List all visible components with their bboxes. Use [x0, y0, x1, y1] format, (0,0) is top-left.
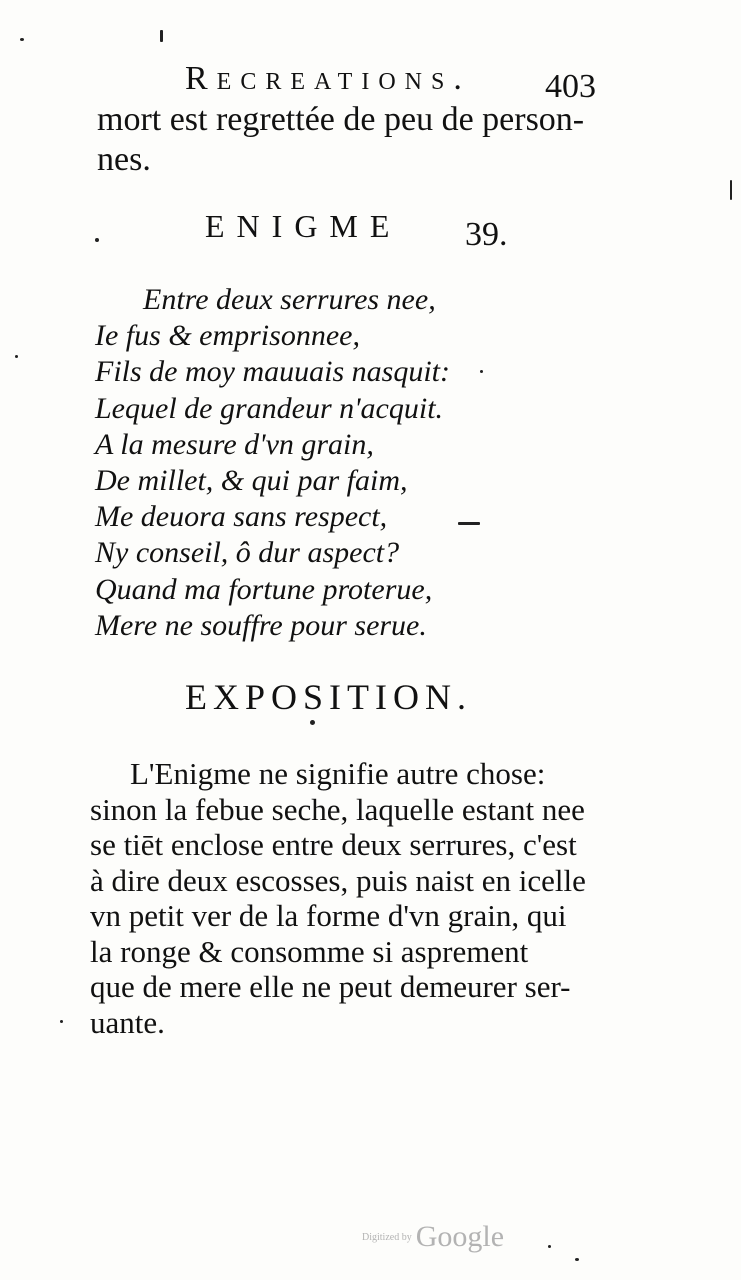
watermark-prefix: Digitized by: [362, 1231, 412, 1243]
poem-line: Lequel de grandeur n'acquit.: [95, 391, 444, 425]
poem-line: Me deuora sans respect,: [95, 500, 388, 534]
exposition-heading: EXPOSITION.: [185, 677, 472, 717]
poem-line: Ny conseil, ô dur aspect?: [95, 536, 400, 570]
poem-line: Fils de moy mauuais nasquit:: [95, 355, 450, 389]
scan-speck: [310, 720, 315, 725]
poem-verse: [95, 282, 450, 644]
prose-line: la ronge & consomme si asprement: [90, 933, 529, 969]
exposition-paragraph: [90, 756, 612, 1040]
poem-line: Ie fus & emprisonnee,: [95, 319, 360, 353]
carryover-paragraph: [97, 100, 584, 180]
scan-speck: [20, 38, 24, 41]
enigme-heading: ENIGME: [205, 208, 402, 244]
poem-line: De millet, & qui par faim,: [95, 464, 408, 498]
prose-line: à dire deux escosses, puis naist en icelle: [90, 862, 586, 898]
prose-line: sinon la febue seche, laquelle estant nee: [90, 791, 585, 827]
poem-line: Quand ma fortune proterue,: [95, 572, 433, 606]
enigme-number: 39.: [465, 216, 508, 253]
scan-speck: [480, 370, 483, 373]
poem-line: Entre deux serrures nee,: [143, 283, 436, 316]
page-number: 403: [545, 68, 596, 105]
scan-speck: [730, 180, 732, 200]
running-title: Recreations.: [185, 60, 471, 97]
prose-line: se tiēt enclose entre deux serrures, c'est: [90, 827, 577, 862]
poem-line: A la mesure d'vn grain,: [95, 427, 374, 461]
carryover-line: nes.: [97, 141, 151, 178]
scan-speck: [458, 522, 480, 525]
scan-speck: [575, 1258, 579, 1261]
prose-line: L'Enigme ne signifie autre chose:: [130, 756, 546, 791]
scan-speck: [60, 1020, 63, 1023]
scan-speck: [15, 355, 18, 358]
poem-line: Mere ne souffre pour serue.: [95, 608, 427, 642]
digitized-by-google-watermark: [362, 1220, 504, 1254]
prose-line: que de mere elle ne peut demeurer ser-: [90, 969, 571, 1004]
carryover-line: mort est regrettée de peu de person-: [97, 101, 585, 138]
prose-line: vn petit ver de la forme d'vn grain, qui: [90, 898, 567, 933]
scan-speck: [95, 238, 99, 242]
scan-speck: [160, 30, 163, 42]
prose-line: uante.: [90, 1004, 165, 1040]
scan-speck: [548, 1245, 551, 1248]
google-logo-text: Google: [415, 1220, 505, 1253]
